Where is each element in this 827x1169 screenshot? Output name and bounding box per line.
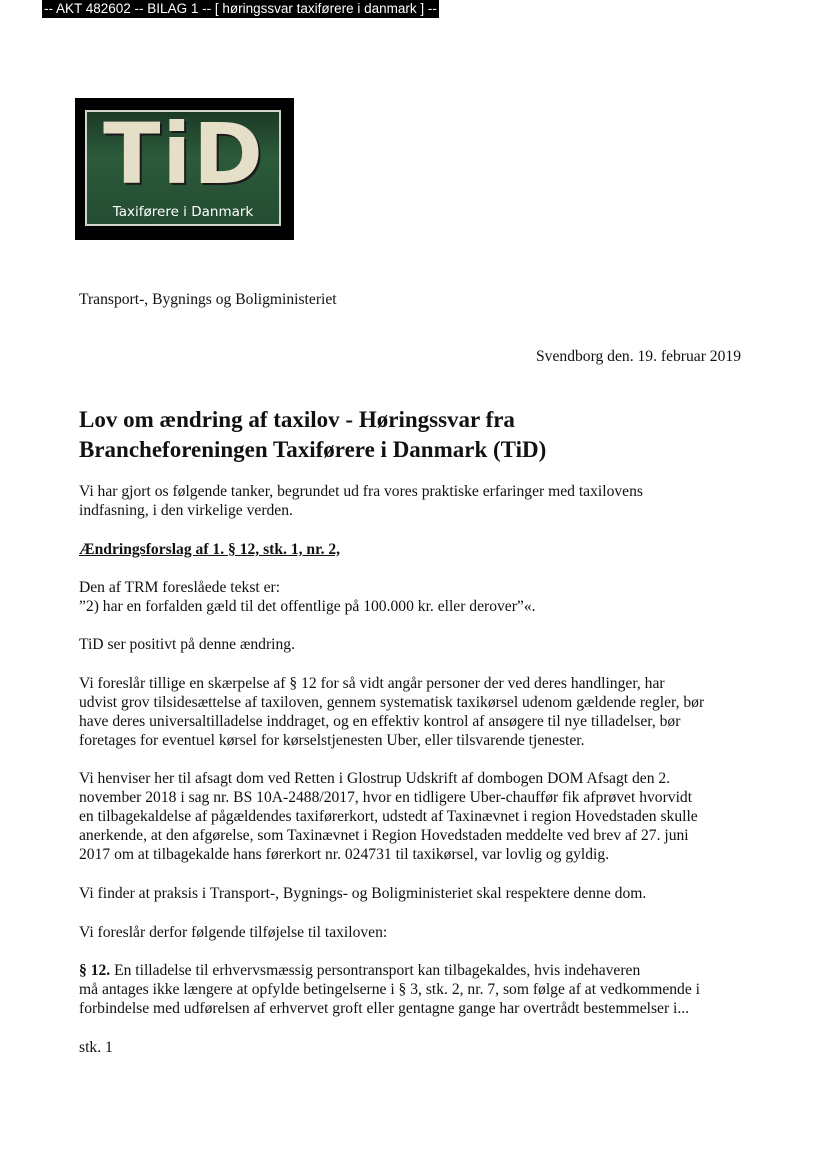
- law-line: må antages ikke længere at opfylde betingelserne i § 3, stk. 2, nr. 7, som følge af at vedkommende i: [79, 981, 700, 998]
- text-line: november 2018 i sag nr. BS 10A-2488/2017, hvor en tidligere Uber-chauffør fik afprøvet hvorvidt: [79, 789, 693, 806]
- paragraph-proposal-intro: Vi foreslår derfor følgende tilføjelse til taxiloven:: [79, 924, 388, 941]
- text-line: foretages for eventuel kørsel for kørselstjenesten Uber, eller tilsvarende tjenester.: [79, 732, 585, 749]
- law-line: [79, 961, 700, 980]
- text-line: anerkende, at den afgørelse, som Taxinævnet i Region Hovedstaden meddelte ved brev af 27. juni: [79, 827, 689, 844]
- intro-paragraph: [79, 482, 643, 520]
- text-line: have deres universaltilladelse inddraget, og en effektiv kontrol af ansøgere til nye tilladelser, bør: [79, 713, 681, 730]
- law-line: forbindelse med udførelsen af erhvervet groft eller gentagne gange har overtrådt bestemmelser i...: [79, 1000, 690, 1017]
- law-section-label: § 12.: [79, 962, 111, 979]
- positive-statement: TiD ser positivt på denne ændring.: [79, 636, 295, 653]
- text-line: Den af TRM foreslåede tekst er:: [79, 579, 281, 596]
- law-line-text: En tilladelse til erhvervsmæssig persontransport kan tilbagekaldes, hvis indehaveren: [110, 962, 641, 979]
- section-heading: Ændringsforslag af 1. § 12, stk. 1, nr. 2,: [79, 541, 341, 558]
- text-line: Vi foreslår tillige en skærpelse af § 12 for så vidt angår personer der ved deres handlinger, har: [79, 675, 665, 692]
- law-paragraph: [79, 961, 700, 1018]
- proposal-paragraph: [79, 578, 536, 616]
- logo-plate: [85, 110, 281, 226]
- date-line: Svendborg den. 19. februar 2019: [536, 348, 741, 365]
- paragraph-court-ruling: [79, 769, 698, 864]
- tid-logo: [75, 98, 294, 240]
- text-line: indfasning, i den virkelige verden.: [79, 502, 293, 519]
- text-line: 2017 om at tilbagekalde hans førerkort nr. 024731 til taxikørsel, var lovlig og gyldig.: [79, 846, 610, 863]
- text-line: Vi henviser her til afsagt dom ved Retten i Glostrup Udskrift af dombogen DOM Afsagt den 2.: [79, 770, 671, 787]
- paragraph-practice: Vi finder at praksis i Transport-, Bygnings- og Boligministeriet skal respektere denne dom.: [79, 885, 647, 902]
- title-line: Brancheforeningen Taxiførere i Danmark (TiD): [79, 437, 547, 462]
- text-line: Vi har gjort os følgende tanker, begrundet ud fra vores praktiske erfaringer med taxilovens: [79, 483, 643, 500]
- document-title: [79, 405, 546, 465]
- title-line: Lov om ændring af taxilov - Høringssvar fra: [79, 407, 515, 432]
- logo-subtitle: Taxiførere i Danmark: [112, 204, 254, 220]
- text-line: udvist grov tilsidesættelse af taxiloven, gennem systematisk taxikørsel udenom gældende regler, bør: [79, 694, 705, 711]
- paragraph-sharpening: [79, 674, 704, 750]
- recipient: Transport-, Bygnings og Boligministeriet: [79, 291, 337, 308]
- logo-tid-text: TiD: [103, 110, 265, 203]
- stk-line: stk. 1: [79, 1039, 113, 1056]
- text-line: en tilbagekaldelse af pågældendes taxiførerkort, udstedt af Taxinævnet i region Hovedstaden skulle: [79, 808, 698, 825]
- text-line: ”2) har en forfalden gæld til det offentlige på 100.000 kr. eller derover”«.: [79, 598, 536, 615]
- document-header-label: -- AKT 482602 -- BILAG 1 -- [ høringssvar taxiførere i danmark ] --: [44, 1, 437, 16]
